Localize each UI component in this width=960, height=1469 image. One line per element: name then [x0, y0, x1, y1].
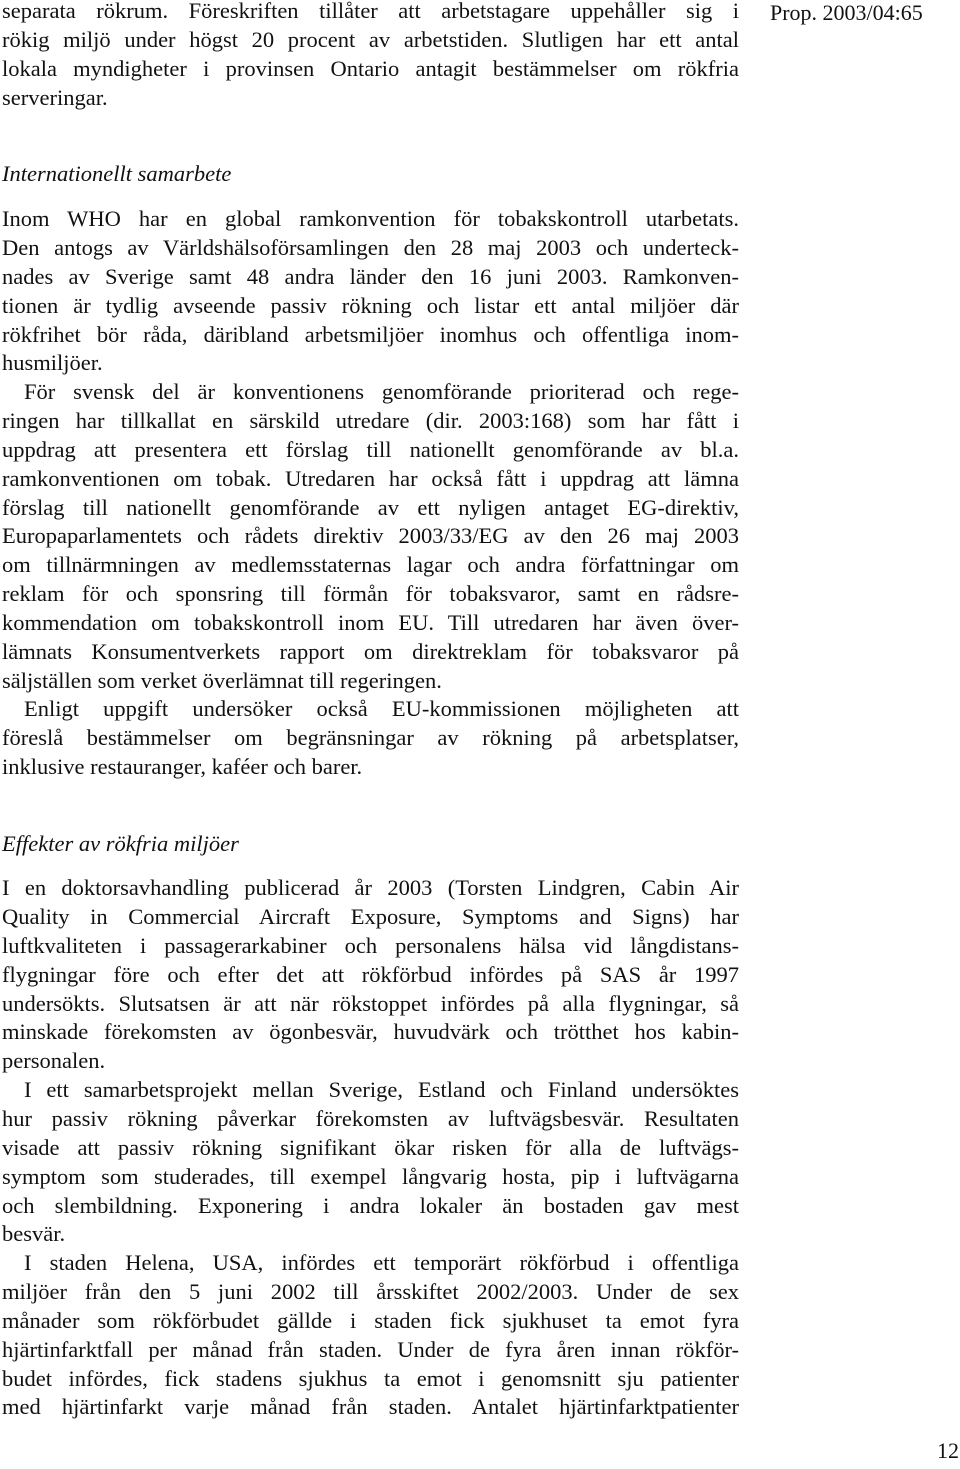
section-heading-international-cooperation: Internationellt samarbete — [2, 161, 232, 186]
text-line: föreslå bestämmelser om begränsningar av rökning på arbetsplatser, — [2, 724, 739, 750]
text-line: ringen har tillkallat en särskild utredare (dir. 2003:168) som har fått i — [2, 407, 739, 433]
paragraph — [2, 1249, 739, 1422]
paragraph — [2, 378, 739, 696]
text-line: om tillnärmningen av medlemsstaternas lagar och andra författningar om — [2, 552, 739, 578]
text-line: serveringar. — [2, 84, 108, 110]
text-line: lokala myndigheter i provinsen Ontario antagit bestämmelser om rökfria — [2, 55, 739, 81]
text-line: tionen är tydlig avseende passiv rökning och listar ett antal miljöer där — [2, 292, 739, 318]
text-line: minskade förekomsten av ögonbesvär, huvudvärk och trötthet hos kabin- — [2, 1019, 739, 1045]
text-line: reklam för och sponsring till förmån för tobaksvaror, samt en rådsre- — [2, 581, 739, 607]
text-line: nades av Sverige samt 48 andra länder den 16 juni 2003. Ramkonven- — [2, 263, 739, 289]
text-line: I en doktorsavhandling publicerad år 2003 (Torsten Lindgren, Cabin Air — [2, 875, 739, 900]
text-line: Den antogs av Världshälsoförsamlingen den 28 maj 2003 och underteck- — [2, 234, 739, 260]
paragraph — [2, 695, 739, 782]
text-line: inklusive restauranger, kaféer och barer. — [2, 753, 363, 779]
text-line: och slembildning. Exponering i andra lokaler än bostaden gav mest — [2, 1192, 739, 1218]
text-line: hur passiv rökning påverkar förekomsten av luftvägsbesvär. Resultaten — [2, 1105, 739, 1131]
text-line: rökig miljö under högst 20 procent av arbetstiden. Slutligen har ett antal — [2, 26, 739, 52]
text-line: hjärtinfarktfall per månad från staden. Under de fyra åren innan rökför- — [2, 1336, 739, 1362]
text-line: säljställen som verket överlämnat till regeringen. — [2, 667, 442, 693]
text-line: I ett samarbetsprojekt mellan Sverige, Estland och Finland undersöktes — [24, 1077, 739, 1102]
text-line: förslag till nationellt genomförande av ett nyligen antaget EG-direktiv, — [2, 494, 739, 520]
paragraph — [2, 874, 739, 1076]
text-line: Quality in Commercial Aircraft Exposure, Symptoms and Signs) har — [2, 903, 739, 929]
text-line: Europaparlamentets och rådets direktiv 2003/33/EG av den 26 maj 2003 — [2, 523, 739, 549]
text-line: Enligt uppgift undersöker också EU-kommissionen möjligheten att — [24, 696, 739, 721]
text-line: Inom WHO har en global ramkonvention för tobakskontroll utarbetats. — [2, 206, 739, 231]
text-line: visade att passiv rökning signifikant ökar risken för alla de luftvägs- — [2, 1134, 739, 1160]
text-line: I staden Helena, USA, infördes ett temporärt rökförbud i offentliga — [24, 1250, 739, 1275]
text-line: flygningar före och efter det att rökförbud infördes på SAS år 1997 — [2, 961, 739, 987]
paragraph — [2, 1076, 739, 1249]
text-line: månader som rökförbudet gällde i staden fick sjukhuset ta emot fyra — [2, 1307, 739, 1333]
intro-paragraph — [2, 0, 739, 113]
text-line: med hjärtinfarkt varje månad från staden. Antalet hjärtinfarktpatienter — [2, 1394, 739, 1420]
document-reference: Prop. 2003/04:65 — [770, 0, 923, 25]
text-line: besvär. — [2, 1221, 66, 1247]
text-line: husmiljöer. — [2, 350, 103, 376]
text-line: uppdrag att presentera ett förslag till nationellt genomförande av bl.a. — [2, 436, 739, 462]
page-number: 12 — [937, 1438, 959, 1463]
text-line: personalen. — [2, 1048, 106, 1074]
text-line: lämnats Konsumentverkets rapport om direktreklam för tobaksvaror på — [2, 639, 739, 665]
text-line: För svensk del är konventionens genomförande prioriterad och rege- — [24, 379, 739, 404]
text-line: miljöer från den 5 juni 2002 till årsskiftet 2002/2003. Under de sex — [2, 1278, 739, 1304]
text-line: ramkonventionen om tobak. Utredaren har också fått i uppdrag att lämna — [2, 465, 739, 491]
text-line: kommendation om tobakskontroll inom EU. Till utredaren har även över- — [2, 610, 739, 636]
section-heading-effects-of-smoke-free-environments: Effekter av rökfria miljöer — [2, 831, 239, 856]
text-line: undersökts. Slutsatsen är att när rökstoppet infördes på alla flygningar, så — [2, 990, 739, 1016]
text-line: luftkvaliteten i passagerarkabiner och personalens hälsa vid långdistans- — [2, 932, 739, 958]
paragraph — [2, 205, 739, 378]
text-line: rökfrihet bör råda, däribland arbetsmiljöer inomhus och offentliga inom- — [2, 321, 739, 347]
text-line: separata rökrum. Föreskriften tillåter att arbetstagare uppehåller sig i — [2, 0, 739, 23]
text-line: budet infördes, fick stadens sjukhus ta emot i genomsnitt sju patienter — [2, 1365, 739, 1391]
text-line: symptom som studerades, till exempel långvarig hosta, pip i luftvägarna — [2, 1163, 739, 1189]
